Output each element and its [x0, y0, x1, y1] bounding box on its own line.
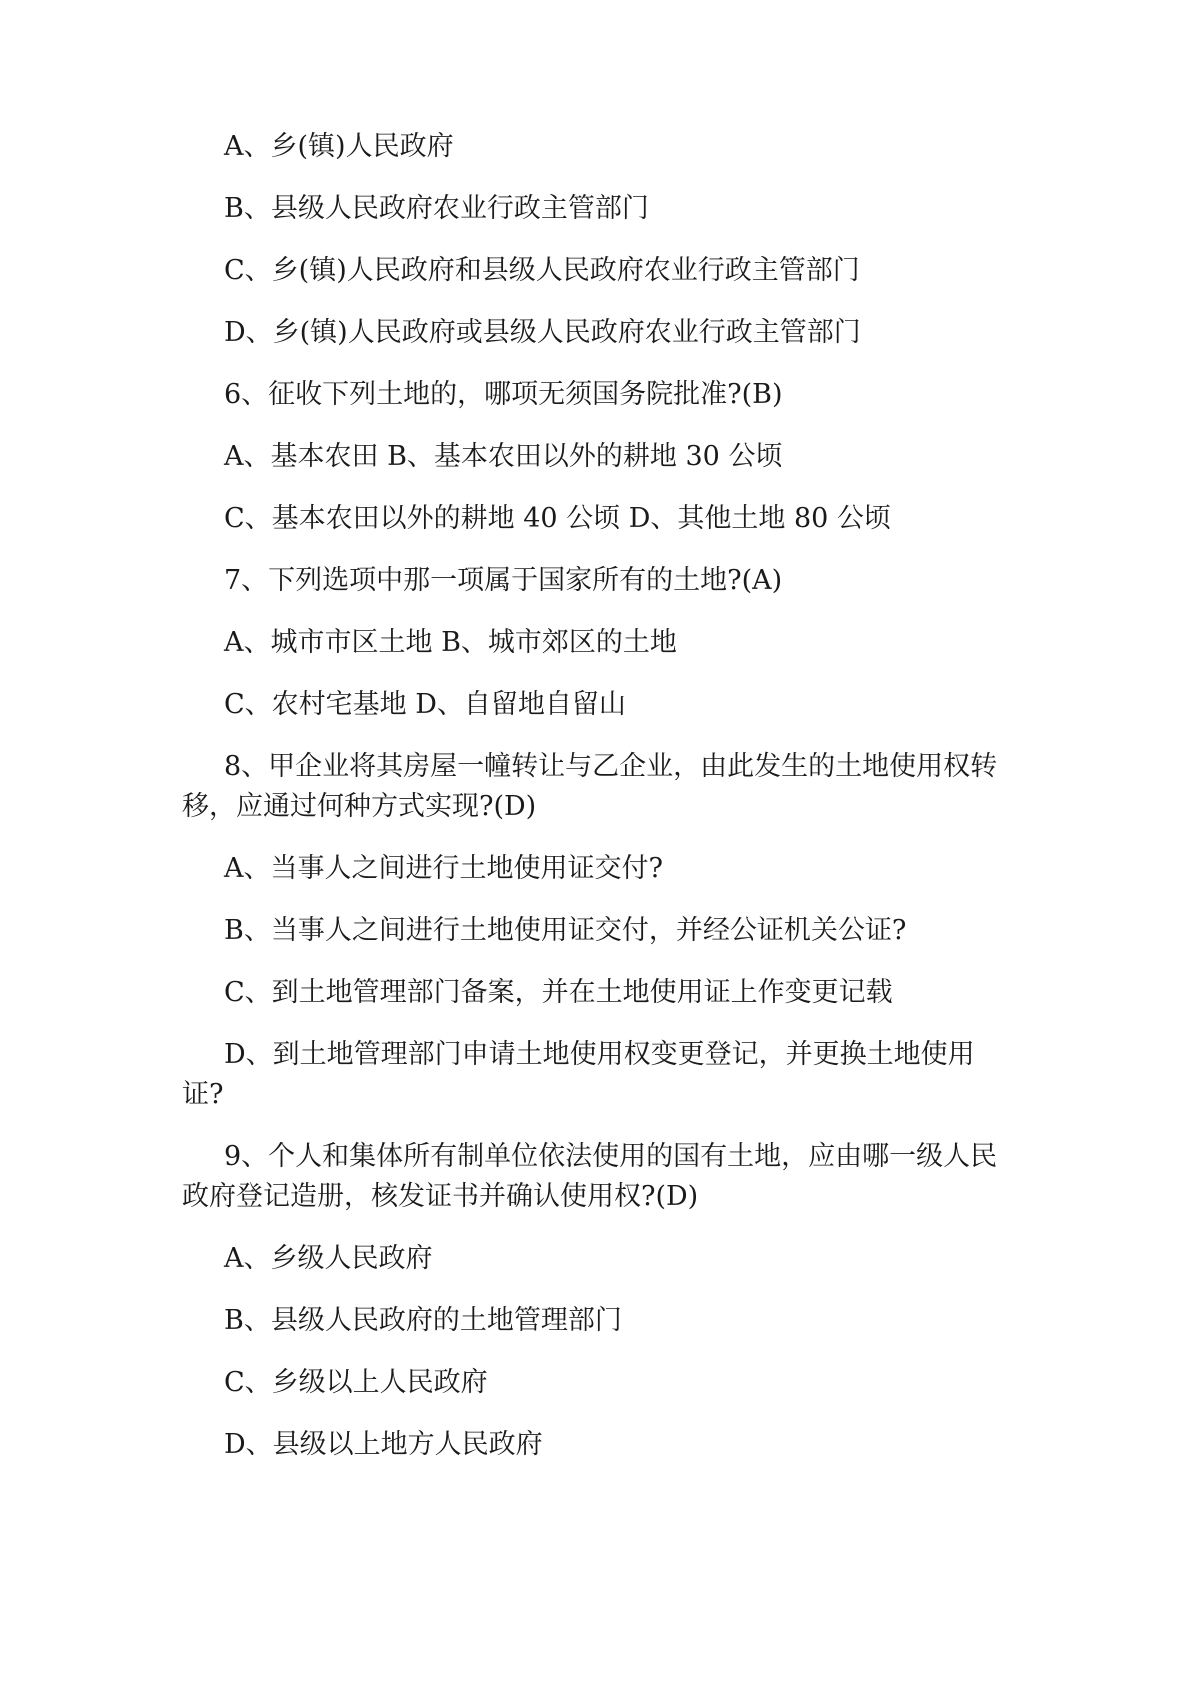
option-b-q9: B、县级人民政府的土地管理部门 — [224, 1305, 622, 1336]
options-ab-q6: A、基本农田 B、基本农田以外的耕地 30 公顷 — [224, 441, 783, 472]
question-9: 9、个人和集体所有制单位依法使用的国有土地，应由哪一级人民政府登记造册，核发证书并确认使用权?(D) — [182, 1141, 998, 1212]
options-cd-q7: C、农村宅基地 D、自留地自留山 — [224, 689, 626, 720]
question-8: 8、甲企业将其房屋一幢转让与乙企业，由此发生的土地使用权转移，应通过何种方式实现?(D) — [182, 751, 998, 822]
question-7: 7、下列选项中那一项属于国家所有的土地?(A) — [224, 565, 783, 596]
question-6: 6、征收下列土地的，哪项无须国务院批准?(B) — [224, 379, 783, 410]
document-body — [182, 127, 1002, 1487]
option-c-q9: C、乡级以上人民政府 — [224, 1367, 488, 1398]
option-a-q5: A、乡(镇)人民政府 — [224, 131, 454, 162]
options-cd-q6: C、基本农田以外的耕地 40 公顷 D、其他土地 80 公顷 — [224, 503, 891, 534]
option-b-q5: B、县级人民政府农业行政主管部门 — [224, 193, 649, 224]
option-c-q8: C、到土地管理部门备案，并在土地使用证上作变更记载 — [224, 977, 893, 1008]
option-d-q5: D、乡(镇)人民政府或县级人民政府农业行政主管部门 — [224, 317, 861, 348]
option-b-q8: B、当事人之间进行土地使用证交付，并经公证机关公证? — [224, 915, 907, 946]
option-d-q9: D、县级以上地方人民政府 — [224, 1429, 543, 1460]
option-c-q5: C、乡(镇)人民政府和县级人民政府农业行政主管部门 — [224, 255, 860, 286]
options-ab-q7: A、城市市区土地 B、城市郊区的土地 — [224, 627, 677, 658]
option-a-q8: A、当事人之间进行土地使用证交付? — [224, 853, 663, 884]
option-d-q8: D、到土地管理部门申请土地使用权变更登记，并更换土地使用证? — [182, 1039, 975, 1110]
option-a-q9: A、乡级人民政府 — [224, 1243, 433, 1274]
